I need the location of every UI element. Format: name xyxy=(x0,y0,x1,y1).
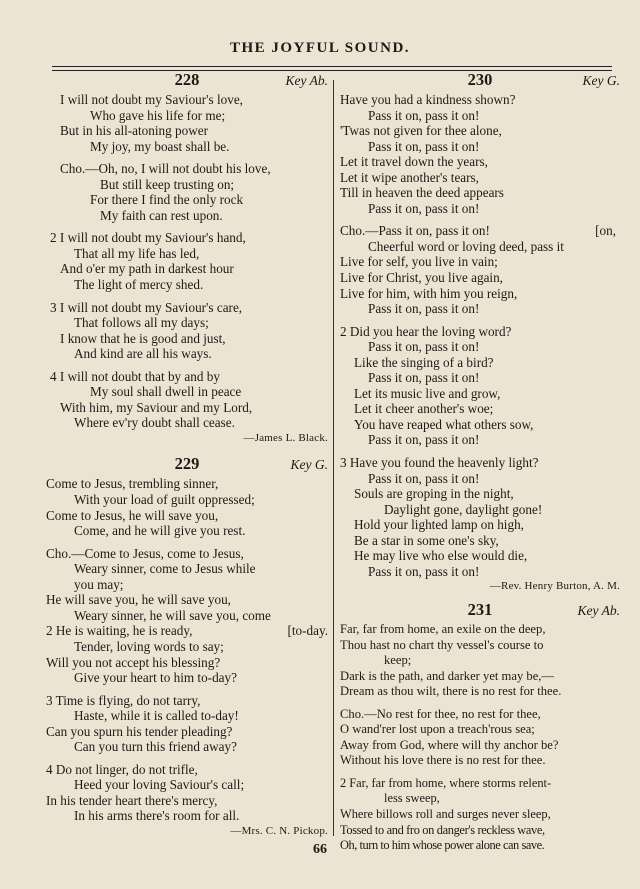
line: The light of mercy shed. xyxy=(74,277,204,293)
line: For there I find the only rock xyxy=(90,192,244,208)
line: Haste, while it is called to-day! xyxy=(74,708,239,724)
chorus xyxy=(46,546,328,624)
line: Cho.—Oh, no, I will not doubt his love, xyxy=(60,161,271,177)
line: And o'er my path in darkest hour xyxy=(60,261,234,277)
line: Without his love there is no rest for thee. xyxy=(340,753,546,768)
line: 3 I will not doubt my Saviour's care, xyxy=(50,299,243,315)
line: Souls are groping in the night, xyxy=(354,486,514,502)
hymn-key: Key Ab. xyxy=(285,73,328,88)
line: Pass it on, pass it on! xyxy=(368,339,480,355)
line: Heed your loving Saviour's call; xyxy=(74,777,245,793)
hymn-230 xyxy=(340,72,620,595)
line: 4 Do not linger, do not trifle, xyxy=(46,761,198,777)
line: Oh, turn to him whose power alone can save. xyxy=(340,838,545,853)
verse-1 xyxy=(340,622,620,700)
line: Let it wipe another's tears, xyxy=(340,169,479,185)
page-number: 66 xyxy=(313,842,327,857)
hymn-231 xyxy=(340,599,620,854)
line: But still keep trusting on; xyxy=(100,176,235,192)
verse-3 xyxy=(46,300,328,362)
line: I will not doubt my Saviour's love, xyxy=(60,92,243,107)
hymn-author: —Mrs. C. N. Pickop. xyxy=(230,824,328,837)
running-header: THE JOYFUL SOUND. xyxy=(229,40,411,56)
line: But in his all-atoning power xyxy=(60,123,208,139)
chorus xyxy=(340,223,620,316)
line: Daylight gone, daylight gone! xyxy=(384,501,543,517)
line: With your load of guilt oppressed; xyxy=(74,492,255,508)
line: Pass it on, pass it on! xyxy=(368,138,480,154)
verse-1 xyxy=(46,92,328,154)
hymn-author: —Rev. Henry Burton, A. M. xyxy=(489,580,620,593)
line: O wand'rer lost upon a treach'rous sea; xyxy=(340,722,535,737)
line: Give your heart to him to-day? xyxy=(74,670,237,686)
line: Far, far from home, an exile on the deep, xyxy=(340,621,546,636)
line: Come, and he will give you rest. xyxy=(74,523,246,539)
line: 3 Time is flying, do not tarry, xyxy=(46,692,201,708)
verse-2 xyxy=(46,623,328,685)
hymn-number: 229 xyxy=(174,454,200,474)
line: Can you turn this friend away? xyxy=(74,739,237,755)
hymn-228 xyxy=(46,72,328,446)
verse-4 xyxy=(46,762,328,824)
line xyxy=(340,223,620,239)
line: Can you spurn his tender pleading? xyxy=(46,723,233,739)
verse-1 xyxy=(340,92,620,216)
line: Let its music live and grow, xyxy=(354,385,501,401)
line: You have reaped what others sow, xyxy=(354,416,534,432)
hymn-key: Key G. xyxy=(290,457,328,473)
line: Pass it on, pass it on! xyxy=(368,200,480,216)
header-rule-thick xyxy=(52,66,612,67)
line: Come to Jesus, trembling sinner, xyxy=(46,476,219,492)
verse-2 xyxy=(340,324,620,448)
verse-3 xyxy=(340,455,620,579)
line: Till in heaven the deed appears xyxy=(340,185,504,201)
line: Tender, loving words to say; xyxy=(74,638,224,654)
line: Thou hast no chart thy vessel's course to xyxy=(340,637,544,652)
chorus xyxy=(340,707,620,769)
verse-2 xyxy=(46,230,328,292)
line xyxy=(46,623,328,639)
line: I know that he is good and just, xyxy=(60,330,226,346)
line: Pass it on, pass it on! xyxy=(368,470,480,486)
line: Where ev'ry doubt shall cease. xyxy=(74,415,235,431)
line: Where billows roll and surges never sleep, xyxy=(340,806,551,821)
line: With him, my Saviour and my Lord, xyxy=(60,399,253,415)
right-column xyxy=(340,72,620,854)
column-divider xyxy=(333,80,334,836)
line: Live for self, you live in vain; xyxy=(340,254,498,270)
hymn-number: 231 xyxy=(467,599,493,619)
verse-4 xyxy=(46,369,328,431)
turnover: [on, xyxy=(595,223,616,239)
line: In his arms there's room for all. xyxy=(74,808,240,824)
line: Who gave his life for me; xyxy=(90,107,226,123)
line: Cheerful word or loving deed, pass it xyxy=(368,238,564,254)
hymn-key: Key G. xyxy=(582,73,620,88)
line: Pass it on, pass it on! xyxy=(368,432,480,448)
header-rule-thin xyxy=(52,70,612,71)
line: Pass it on, pass it on! xyxy=(368,301,480,317)
line: My joy, my boast shall be. xyxy=(90,138,230,154)
line: My soul shall dwell in peace xyxy=(90,384,242,400)
line: He will save you, he will save you, xyxy=(46,592,231,608)
line: Pass it on, pass it on! xyxy=(368,370,480,386)
line: Like the singing of a bird? xyxy=(354,354,494,370)
line: Dark is the path, and darker yet may be,— xyxy=(340,668,555,683)
hymn-229 xyxy=(46,456,328,839)
line: In his tender heart there's mercy, xyxy=(46,792,218,808)
verse-3 xyxy=(46,693,328,755)
line: Let it travel down the years, xyxy=(340,154,488,170)
line: Will you not accept his blessing? xyxy=(46,654,221,670)
line: Away from God, where will thy anchor be? xyxy=(340,737,559,752)
line: Come to Jesus, he will save you, xyxy=(46,507,219,523)
line: less sweep, xyxy=(384,791,440,806)
line: Weary sinner, come to Jesus while xyxy=(74,561,256,577)
line: Live for him, with him you reign, xyxy=(340,285,518,301)
line: My faith can rest upon. xyxy=(100,207,223,223)
chorus xyxy=(46,161,328,223)
line: That all my life has led, xyxy=(74,245,200,261)
line: Let it cheer another's woe; xyxy=(354,401,494,417)
hymn-author: —James L. Black. xyxy=(243,431,328,444)
line: Cho.—Come to Jesus, come to Jesus, xyxy=(46,545,244,561)
line: 2 Far, far from home, where storms relent- xyxy=(340,775,552,790)
line: 2 Did you hear the loving word? xyxy=(340,323,512,339)
line: Weary sinner, he will save you, come xyxy=(74,607,271,623)
line: That follows all my days; xyxy=(74,315,209,331)
line-text: 2 He is waiting, he is ready, xyxy=(46,623,193,639)
line: 3 Have you found the heavenly light? xyxy=(340,455,539,471)
hymn-number: 230 xyxy=(467,70,493,89)
line: He may live who else would die, xyxy=(354,548,528,564)
line: Cho.—No rest for thee, no rest for thee, xyxy=(340,706,541,721)
line: 4 I will not doubt that by and by xyxy=(50,368,220,384)
line: 2 I will not doubt my Saviour's hand, xyxy=(50,230,246,246)
hymn-number: 228 xyxy=(174,70,200,89)
line: you may; xyxy=(74,576,124,592)
line: Live for Christ, you live again, xyxy=(340,270,503,286)
line: Dream as thou wilt, there is no rest for thee. xyxy=(340,684,562,699)
line: Tossed to and fro on danger's reckless wave, xyxy=(340,822,545,837)
line: And kind are all his ways. xyxy=(74,346,212,362)
hymn-key: Key Ab. xyxy=(577,602,620,618)
line-text: Cho.—Pass it on, pass it on! xyxy=(340,223,490,239)
line: Pass it on, pass it on! xyxy=(368,107,480,123)
turnover: [to-day. xyxy=(287,623,328,639)
left-column xyxy=(46,72,328,840)
verse-1 xyxy=(46,476,328,538)
line: 'Twas not given for thee alone, xyxy=(340,123,502,139)
line: keep; xyxy=(384,653,412,668)
line: Pass it on, pass it on! xyxy=(368,563,480,579)
line: Be a star in some one's sky, xyxy=(354,532,499,548)
line: Have you had a kindness shown? xyxy=(340,92,516,107)
line: Hold your lighted lamp on high, xyxy=(354,517,524,533)
